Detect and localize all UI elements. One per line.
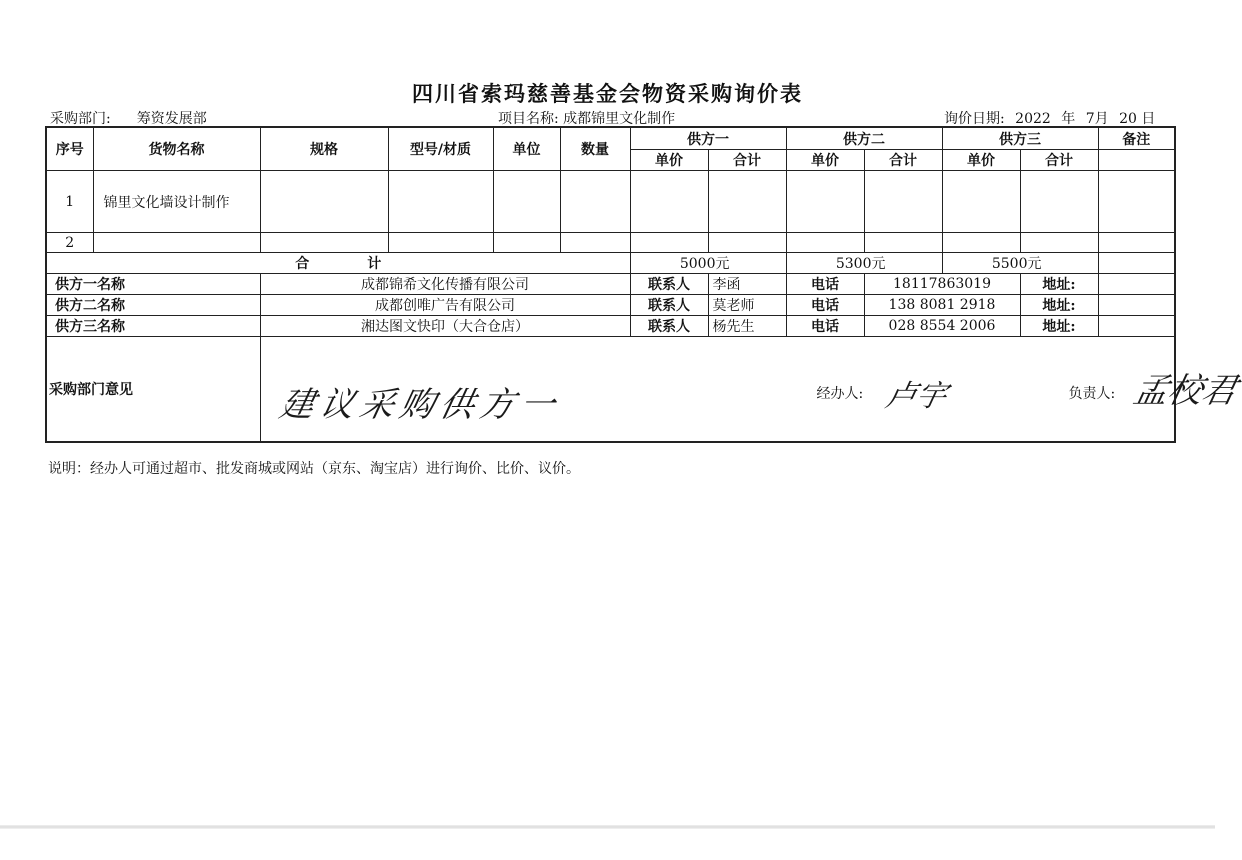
opinion-row [46, 337, 1175, 443]
table-row [46, 233, 1175, 253]
header-s2-subtotal: 合计 [864, 150, 942, 171]
project-value: 成都锦里文化制作 [563, 111, 676, 127]
header-goods: 货物名称 [93, 127, 260, 171]
header-s1-unit-price: 单价 [630, 150, 708, 171]
header-remark: 备注 [1098, 127, 1175, 150]
total-row [46, 253, 1175, 274]
supplier3-contact-label: 联系人 [630, 316, 708, 337]
total-supplier3: 5500元 [942, 253, 1098, 274]
header-s1-subtotal: 合计 [708, 150, 786, 171]
supplier2-name: 成都创唯广告有限公司 [260, 295, 630, 316]
header-s2-unit-price: 单价 [786, 150, 864, 171]
project-name [498, 108, 675, 128]
supplier1-label: 供方一名称 [46, 274, 260, 295]
table-row [46, 171, 1175, 233]
supplier2-contact-label: 联系人 [630, 295, 708, 316]
total-supplier2: 5300元 [786, 253, 942, 274]
supplier2-label: 供方二名称 [46, 295, 260, 316]
inquiry-date [944, 108, 1155, 128]
header-seq: 序号 [46, 127, 93, 171]
supplier3-phone: 028 8554 2006 [864, 316, 1020, 337]
supplier1-contact-label: 联系人 [630, 274, 708, 295]
header-supplier3: 供方三 [942, 127, 1098, 150]
header-qty: 数量 [560, 127, 630, 171]
opinion-content [260, 337, 1241, 443]
supplier1-name: 成都锦希文化传播有限公司 [260, 274, 630, 295]
row1-goods: 锦里文化墙设计制作 [93, 171, 260, 233]
supplier2-phone: 138 8081 2918 [864, 295, 1020, 316]
date-year: 2022 [1015, 111, 1051, 127]
footnote: 说明：经办人可通过超市、批发商城或网站（京东、淘宝店）进行询价、比价、议价。 [48, 461, 580, 477]
project-label: 项目名称: [498, 111, 559, 127]
scan-edge-line [0, 825, 1215, 829]
header-supplier2: 供方二 [786, 127, 942, 150]
supplier2-phone-label: 电话 [786, 295, 864, 316]
header-unit: 单位 [493, 127, 560, 171]
inquiry-table [45, 126, 1241, 443]
date-day: 20 [1119, 111, 1137, 127]
row2-seq: 2 [46, 233, 93, 253]
opinion-handwriting: 建议采购供方一 [275, 385, 565, 425]
purchase-dept [50, 108, 207, 128]
date-label: 询价日期: [944, 111, 1005, 127]
opinion-label: 采购部门意见 [49, 382, 133, 398]
supplier2-contact: 莫老师 [708, 295, 786, 316]
header-model: 型号/材质 [388, 127, 493, 171]
supplier1-addr-label: 地址: [1020, 274, 1098, 295]
dept-value: 筹资发展部 [136, 111, 207, 127]
date-year-unit: 年 [1061, 111, 1076, 127]
dept-label: 采购部门: [50, 111, 111, 127]
supplier3-name: 湘达图文快印（大合仓店） [260, 316, 630, 337]
supplier2-addr-label: 地址: [1020, 295, 1098, 316]
supplier1-contact: 李函 [708, 274, 786, 295]
date-day-unit: 日 [1141, 111, 1156, 127]
manager-label: 负责人: [1068, 386, 1116, 402]
supplier3-addr-label: 地址: [1020, 316, 1098, 337]
row2-goods [93, 233, 260, 253]
supplier1-phone-label: 电话 [786, 274, 864, 295]
form-title: 四川省索玛慈善基金会物资采购询价表 [412, 81, 803, 106]
header-s3-subtotal: 合计 [1020, 150, 1098, 171]
row1-seq: 1 [46, 171, 93, 233]
header-remark-blank [1098, 150, 1175, 171]
supplier3-label: 供方三名称 [46, 316, 260, 337]
supplier3-phone-label: 电话 [786, 316, 864, 337]
header-s3-unit-price: 单价 [942, 150, 1020, 171]
supplier3-contact: 杨先生 [708, 316, 786, 337]
header-spec: 规格 [260, 127, 388, 171]
handler-label: 经办人: [816, 386, 864, 402]
supplier1-phone: 18117863019 [864, 274, 1020, 295]
header-supplier1: 供方一 [630, 127, 786, 150]
supplier-row [46, 295, 1175, 316]
total-label: 合计 [46, 253, 630, 274]
supplier-row [46, 274, 1175, 295]
manager-signature: 孟校君 [1129, 371, 1241, 411]
handler-signature: 卢宇 [882, 379, 950, 414]
date-month: 7月 [1085, 111, 1109, 127]
total-supplier1: 5000元 [630, 253, 786, 274]
supplier-row [46, 316, 1175, 337]
